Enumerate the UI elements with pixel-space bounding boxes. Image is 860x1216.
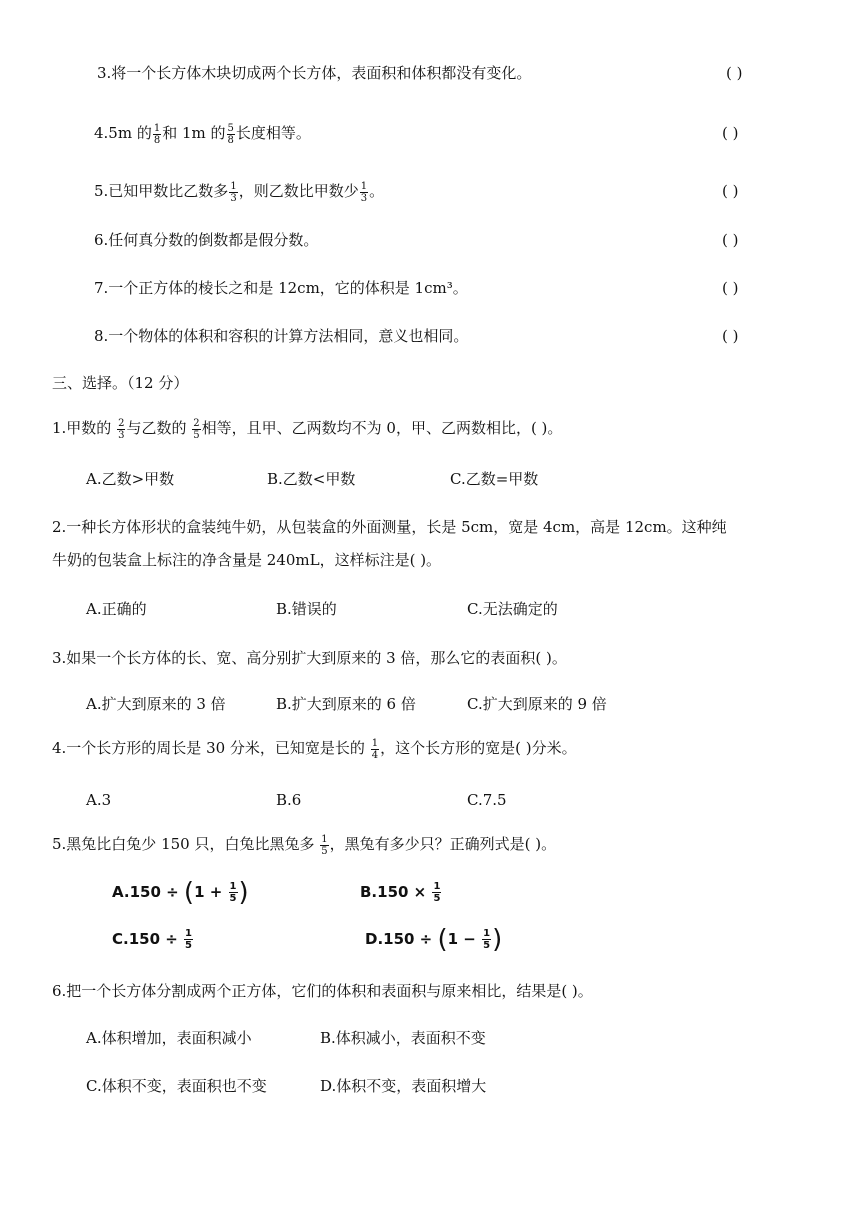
choice-q3-option-c: C.扩大到原来的 9 倍 xyxy=(467,695,607,713)
choice-q6-option-c: C.体积不变，表面积也不变 xyxy=(86,1077,267,1095)
fraction-5-8: $\frac{5}{8}$ xyxy=(227,122,234,146)
fraction-1-5-c: $\frac{1}{5}$ xyxy=(185,928,192,951)
answer-paren-q8: ( ) xyxy=(722,327,739,345)
choice-q6-option-b: B.体积减小，表面积不变 xyxy=(320,1029,486,1047)
choice-q4-option-b: B.6 xyxy=(276,791,302,809)
fraction-2-5: $\frac{2}{5}$ xyxy=(193,417,200,441)
choice-q5-option-d: D.150 ÷ (1 − $\frac{1}{5}$ ) xyxy=(365,924,503,955)
fraction-1-5-b: $\frac{1}{5}$ xyxy=(433,881,441,904)
choice-q3-option-a: A.扩大到原来的 3 倍 xyxy=(86,695,226,713)
judge-q5: 5.已知甲数比乙数多 $\frac{1}{3}$ ，则乙数比甲数少 $\frac{1}{3}$ 。 xyxy=(94,180,385,204)
choice-q5-option-c: C.150 ÷ $\frac{1}{5}$ xyxy=(112,928,192,951)
choice-q2-option-b: B.错误的 xyxy=(276,600,337,618)
choice-q2-stem-line2: 牛奶的包装盒上标注的净含量是 240mL，这样标注是( )。 xyxy=(52,551,442,569)
choice-q5-stem: 5.黑兔比白兔少 150 只，白兔比黑兔多 $\frac{1}{5}$ ，黑兔有多少只？正确列式是( )。 xyxy=(52,833,557,857)
choice-q3-stem: 3.如果一个长方体的长、宽、高分别扩大到原来的 3 倍，那么它的表面积( )。 xyxy=(52,649,567,667)
fraction-1-5-d: $\frac{1}{5}$ xyxy=(483,928,491,951)
choice-q6-stem: 6.把一个长方体分割成两个正方体，它们的体积和表面积与原来相比，结果是( )。 xyxy=(52,982,593,1000)
choice-q2-stem-line1: 2.一种长方体形状的盒装纯牛奶，从包装盒的外面测量，长是 5cm，宽是 4cm，高是 12cm。这种纯 xyxy=(52,518,727,536)
answer-paren-q5: ( ) xyxy=(722,182,739,200)
choice-q1-option-c: C.乙数=甲数 xyxy=(450,470,539,488)
fraction-1-5-a: $\frac{1}{5}$ xyxy=(229,881,237,904)
choice-q4-option-c: C.7.5 xyxy=(467,791,507,809)
judge-q3: 3.将一个长方体木块切成两个长方体，表面积和体积都没有变化。 xyxy=(97,64,532,82)
choice-q2-option-c: C.无法确定的 xyxy=(467,600,558,618)
answer-paren-q3: ( ) xyxy=(726,64,743,82)
choice-q1-stem: 1.甲数的 $\frac{2}{3}$ 与乙数的 $\frac{2}{5}$ 相等，且甲、乙两数均不为 0，甲、乙两数相比，( )。 xyxy=(52,417,563,441)
judge-q7: 7.一个正方体的棱长之和是 12cm，它的体积是 1cm³。 xyxy=(94,279,468,297)
answer-paren-q7: ( ) xyxy=(722,279,739,297)
judge-q4: 4.5m 的 $\frac{1}{8}$ 和 1m 的 $\frac{5}{8}$ 长度相等。 xyxy=(94,122,311,146)
answer-paren-q4: ( ) xyxy=(722,124,739,142)
fraction-1-8: $\frac{1}{8}$ xyxy=(153,122,161,146)
judge-q6: 6.任何真分数的倒数都是假分数。 xyxy=(94,231,319,249)
choice-q1-option-b: B.乙数<甲数 xyxy=(267,470,356,488)
fraction-1-5: $\frac{1}{5}$ xyxy=(321,833,328,857)
fraction-1-4: $\frac{1}{4}$ xyxy=(371,737,379,761)
choice-q4-stem: 4.一个长方形的周长是 30 分米，已知宽是长的 $\frac{1}{4}$ ，这个长方形的宽是( )分米。 xyxy=(52,737,577,761)
answer-paren-q6: ( ) xyxy=(722,231,739,249)
choice-q2-option-a: A.正确的 xyxy=(86,600,147,618)
fraction-1-3: $\frac{1}{3}$ xyxy=(230,180,237,204)
choice-q5-option-a: A.150 ÷ (1 + $\frac{1}{5}$ ) xyxy=(112,877,249,908)
fraction-2-3: $\frac{2}{3}$ xyxy=(118,417,125,441)
choice-q6-option-a: A.体积增加，表面积减小 xyxy=(86,1029,252,1047)
choice-q1-option-a: A.乙数>甲数 xyxy=(86,470,175,488)
choice-q6-option-d: D.体积不变，表面积增大 xyxy=(320,1077,487,1095)
fraction-1-3-b: $\frac{1}{3}$ xyxy=(360,180,368,204)
choice-q4-option-a: A.3 xyxy=(86,791,112,809)
choice-q3-option-b: B.扩大到原来的 6 倍 xyxy=(276,695,416,713)
judge-q8: 8.一个物体的体积和容积的计算方法相同，意义也相同。 xyxy=(94,327,469,345)
choice-q5-option-b: B.150 × $\frac{1}{5}$ xyxy=(360,881,441,904)
section-title: 三、选择。（12 分） xyxy=(52,374,189,392)
